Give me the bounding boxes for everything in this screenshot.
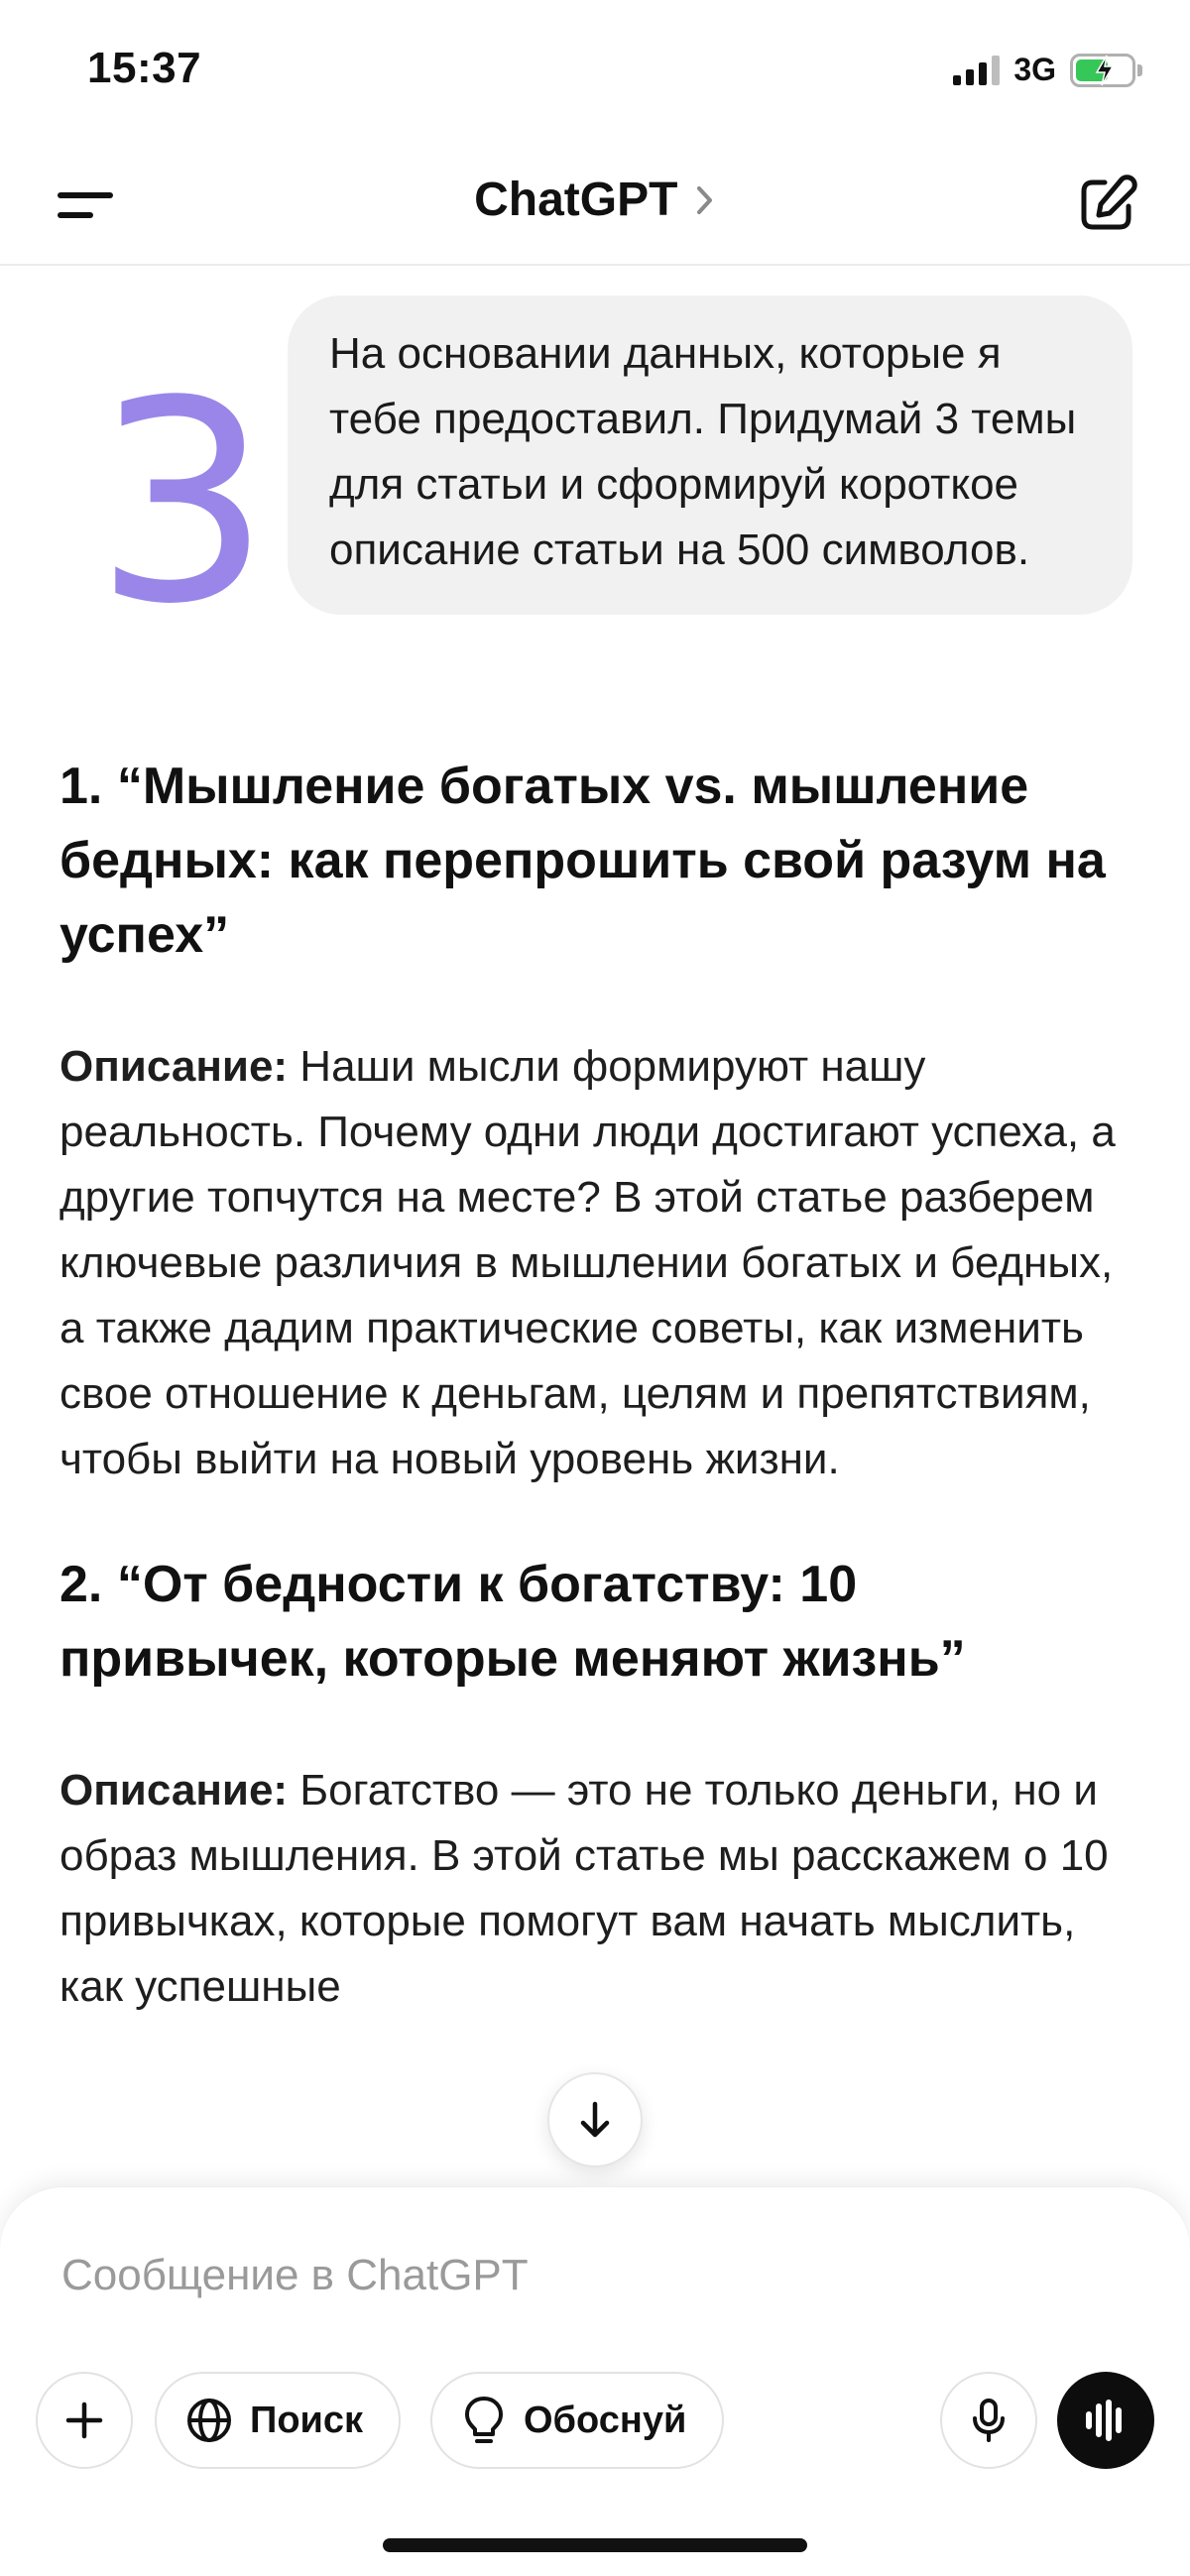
message-composer: [0, 2186, 1190, 2576]
reason-label: Обоснуй: [524, 2399, 687, 2441]
topic-1-heading: 1. “Мышление богатых vs. мышление бедных: как перепрошить свой разум на успех”: [60, 758, 1106, 964]
lightbulb-icon: [460, 2395, 508, 2446]
chevron-right-icon: [694, 182, 716, 218]
search-button[interactable]: [155, 2372, 401, 2469]
scroll-to-bottom-button[interactable]: [547, 2072, 643, 2167]
user-message: На основании данных, которые я тебе предоставил. Придумай 3 темы для статьи и сформируй короткое описание статьи на 500 символов.: [288, 295, 1132, 615]
app-title[interactable]: ChatGPT: [474, 174, 678, 226]
description-label: Описание:: [60, 1042, 289, 1091]
status-icons: [953, 52, 1142, 88]
status-bar: [0, 0, 1190, 149]
battery-cap: [1137, 64, 1142, 76]
decorative-digit: 3: [94, 342, 272, 665]
topic-1-description: [60, 1034, 1130, 1492]
voice-waveform-icon: [1081, 2399, 1130, 2442]
compose-icon[interactable]: [1075, 173, 1138, 236]
dictation-button[interactable]: [940, 2372, 1037, 2469]
plus-icon: [62, 2399, 106, 2442]
home-indicator: [383, 2538, 807, 2552]
top-bar: [0, 149, 1190, 266]
composer-toolbar: [36, 2372, 1154, 2471]
battery-charging-icon: [1070, 54, 1135, 87]
globe-icon: [184, 2396, 234, 2445]
status-time: 15:37: [87, 44, 202, 92]
reason-button[interactable]: [430, 2372, 724, 2469]
message-input[interactable]: [61, 2251, 1053, 2300]
model-selector[interactable]: [0, 173, 1190, 227]
arrow-down-icon: [573, 2098, 617, 2142]
description-text: Наши мысли формируют нашу реальность. Почему одни люди достигают успеха, а другие топчутся на месте? В этой статье разберем ключевые различия в мышлении богатых и бедных, а также дадим практические советы, как изменить свое отношение к деньгам, целям и препятствиям, чтобы выйти на новый уровень жизни.: [60, 1042, 1116, 1483]
microphone-icon: [967, 2397, 1011, 2444]
description-text: Богатство — это не только деньги, но и образ мышления. В этой статье мы расскажем о 10 привычках, которые помогут вам начать мыслить, как успешные: [60, 1766, 1109, 2011]
description-label: Описание:: [60, 1766, 289, 1815]
topic-2-description: [60, 1758, 1130, 2020]
search-label: Поиск: [250, 2399, 364, 2441]
chat-thread[interactable]: [0, 266, 1190, 2189]
signal-icon: [953, 56, 1000, 85]
assistant-message: [60, 750, 1130, 2020]
network-type: 3G: [1013, 52, 1056, 87]
topic-2-heading: 2. “От бедности к богатству: 10 привычек, которые меняют жизнь”: [60, 1556, 966, 1688]
voice-mode-button[interactable]: [1057, 2372, 1154, 2469]
attach-button[interactable]: [36, 2372, 133, 2469]
